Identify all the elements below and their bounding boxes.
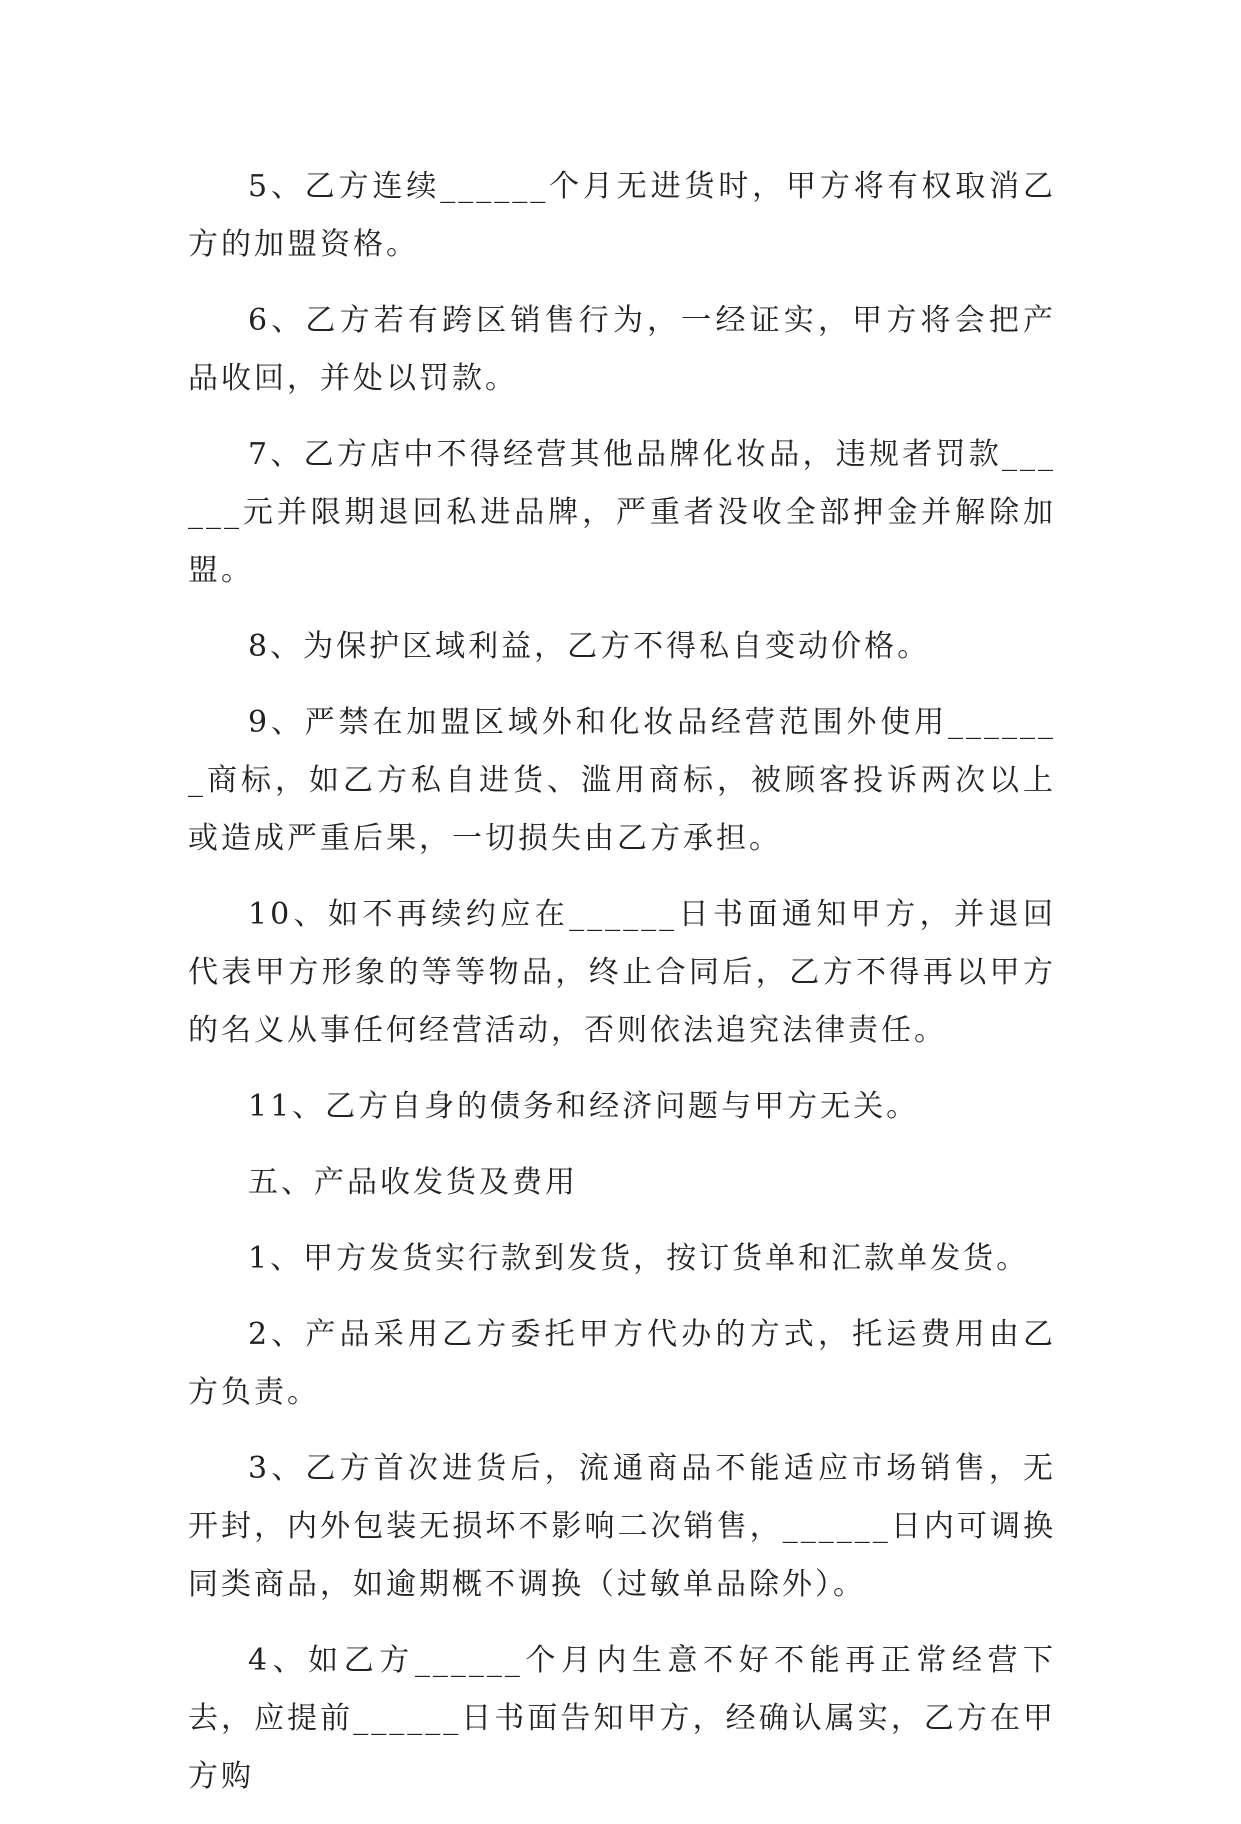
clause-5: 5、乙方连续______个月无进货时，甲方将有权取消乙方的加盟资格。 bbox=[188, 169, 1056, 262]
section5-clause-1: 1、甲方发货实行款到发货，按订货单和汇款单发货。 bbox=[248, 1241, 1030, 1276]
section-heading-5: 五、产品收发货及费用 bbox=[248, 1165, 578, 1200]
clause-8: 8、为保护区域利益，乙方不得私自变动价格。 bbox=[248, 629, 931, 664]
section5-clause-2: 2、产品采用乙方委托甲方代办的方式，托运费用由乙方负责。 bbox=[188, 1317, 1056, 1410]
clause-9: 9、严禁在加盟区域外和化妆品经营范围外使用_______商标，如乙方私自进货、滥用商标，被顾客投诉两次以上或造成严重后果，一切损失由乙方承担。 bbox=[188, 705, 1056, 856]
clause-11: 11、乙方自身的债务和经济问题与甲方无关。 bbox=[248, 1089, 920, 1124]
section5-clause-4: 4、如乙方______个月内生意不好不能再正常经营下去，应提前______日书面告知甲方，经确认属实，乙方在甲方购 bbox=[188, 1643, 1056, 1794]
clause-6: 6、乙方若有跨区销售行为，一经证实，甲方将会把产品收回，并处以罚款。 bbox=[188, 303, 1056, 396]
section5-clause-3: 3、乙方首次进货后，流通商品不能适应市场销售，无开封，内外包装无损坏不影响二次销售，______日内可调换同类商品，如逾期概不调换（过敏单品除外）。 bbox=[188, 1451, 1056, 1602]
clause-10: 10、如不再续约应在______日书面通知甲方，并退回代表甲方形象的等等物品，终止合同后，乙方不得再以甲方的名义从事任何经营活动，否则依法追究法律责任。 bbox=[188, 897, 1056, 1048]
document-page bbox=[188, 158, 1056, 1824]
clause-7: 7、乙方店中不得经营其他品牌化妆品，违规者罚款______元并限期退回私进品牌，严重者没收全部押金并解除加盟。 bbox=[188, 437, 1056, 588]
